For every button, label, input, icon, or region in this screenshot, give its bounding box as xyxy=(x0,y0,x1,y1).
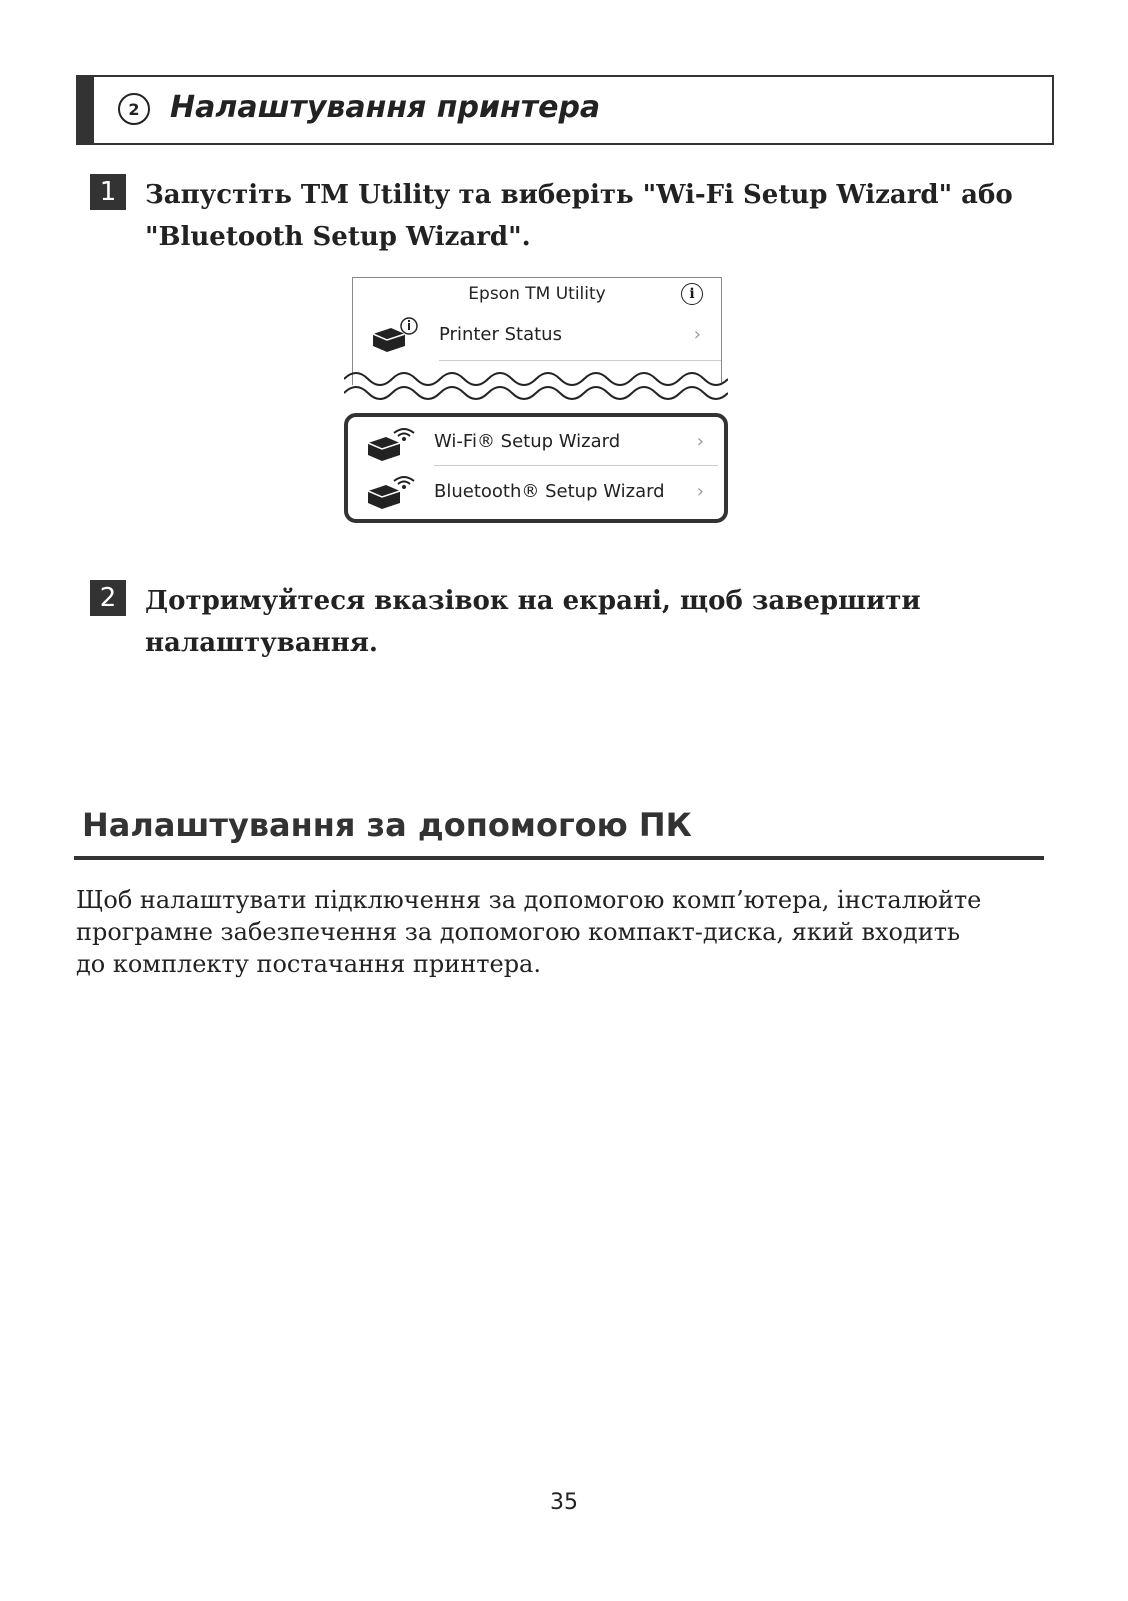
step-1-line-1: Запустіть TM Utility та виберіть "Wi-Fi Setup Wizard" або xyxy=(145,180,1013,210)
chevron-right-icon: › xyxy=(696,431,704,452)
paragraph-line-2: програмне забезпечення за допомогою компакт-диска, який входить xyxy=(76,918,961,946)
paragraph-line-1: Щоб налаштувати підключення за допомогою комп’ютера, інсталюйте xyxy=(76,886,982,914)
pc-section-heading: Налаштування за допомогою ПК xyxy=(82,806,692,844)
separator xyxy=(434,465,718,466)
chevron-right-icon: › xyxy=(693,324,701,345)
paragraph-line-3: до комплекту постачання принтера. xyxy=(76,950,541,978)
printer-info-icon xyxy=(369,316,421,356)
section-title: Налаштування принтера xyxy=(170,90,601,125)
step-1-text xyxy=(145,174,1045,258)
chevron-right-icon: › xyxy=(696,481,704,502)
printer-wifi-icon xyxy=(364,425,416,465)
highlighted-wizard-panel xyxy=(344,413,728,523)
section-number-badge: 2 xyxy=(118,93,150,125)
menu-item-wifi-setup-wizard[interactable]: Wi-Fi® Setup Wizard xyxy=(434,431,621,452)
step-2-line-2: налаштування. xyxy=(145,628,378,658)
app-screenshot xyxy=(344,277,728,527)
printer-wifi-icon xyxy=(364,473,416,513)
step-1-line-2: "Bluetooth Setup Wizard". xyxy=(145,222,531,252)
step-2-text xyxy=(145,580,1045,664)
page-number: 35 xyxy=(550,1490,578,1515)
info-icon: i xyxy=(681,283,703,305)
step-2-number: 2 xyxy=(90,580,126,616)
step-2-line-1: Дотримуйтеся вказівок на екрані, щоб завершити xyxy=(145,586,921,616)
pc-section-paragraph xyxy=(76,884,1056,980)
menu-item-printer-status[interactable]: Printer Status xyxy=(439,324,562,345)
wavy-cut-icon xyxy=(344,367,728,407)
section-header-box xyxy=(76,75,1054,145)
menu-item-bluetooth-setup-wizard[interactable]: Bluetooth® Setup Wizard xyxy=(434,481,665,502)
app-title: Epson TM Utility xyxy=(468,284,606,304)
separator xyxy=(439,360,721,361)
heading-rule xyxy=(74,856,1044,860)
step-1-number: 1 xyxy=(90,174,126,210)
